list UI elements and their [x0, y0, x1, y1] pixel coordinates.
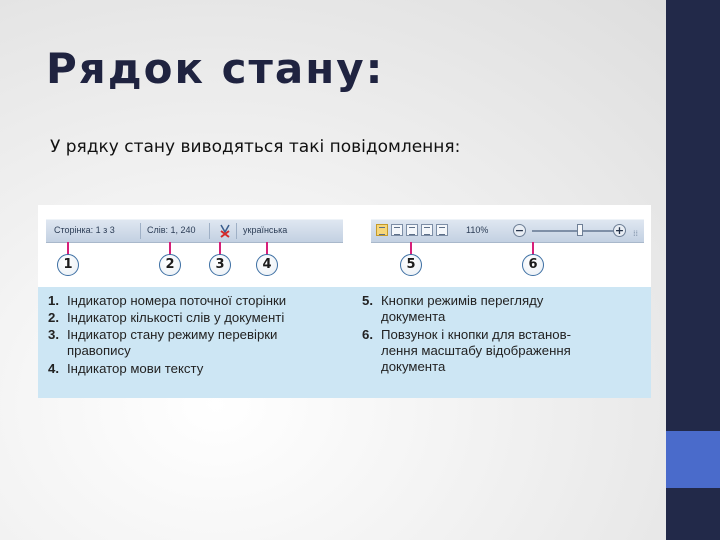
slide-side-accent — [666, 431, 720, 488]
legend-text: правопису — [67, 343, 131, 358]
legend-text: лення масштабу відображення — [381, 343, 571, 358]
zoom-level[interactable]: 110% — [466, 225, 489, 235]
legend-text: Індикатор мови тексту — [67, 361, 204, 376]
slide-title: Рядок стану: — [46, 44, 385, 93]
view-draft-icon[interactable] — [436, 224, 448, 236]
legend-text: Індикатор номера поточної сторінки — [67, 293, 287, 308]
status-bar-left — [46, 219, 343, 243]
callout-number: 6 — [522, 254, 544, 276]
language-indicator[interactable]: українська — [243, 225, 288, 235]
legend-text: документа — [381, 359, 446, 374]
legend-text: документа — [381, 309, 446, 324]
resize-grip-icon[interactable]: ⁞⁞ — [633, 229, 639, 238]
page-indicator[interactable]: Сторінка: 1 з 3 — [54, 225, 115, 235]
legend-number: 4. — [48, 361, 59, 376]
view-web-layout-icon[interactable] — [406, 224, 418, 236]
callout-number: 3 — [209, 254, 231, 276]
legend-panel — [38, 287, 651, 398]
zoom-in-icon[interactable]: + — [614, 224, 625, 237]
legend-text: Індикатор стану режиму перевірки — [67, 327, 278, 342]
status-bar-right — [371, 219, 644, 243]
separator — [140, 223, 141, 239]
status-bar-figure — [38, 205, 651, 398]
words-indicator[interactable]: Слів: 1, 240 — [147, 225, 196, 235]
zoom-slider-thumb[interactable] — [577, 224, 583, 236]
spell-check-icon[interactable] — [218, 223, 232, 239]
callout-number: 5 — [400, 254, 422, 276]
legend-number: 2. — [48, 310, 59, 325]
view-outline-icon[interactable] — [421, 224, 433, 236]
legend-number: 5. — [362, 293, 373, 308]
legend-text: Повзунок і кнопки для встанов- — [381, 327, 572, 342]
callout-number: 4 — [256, 254, 278, 276]
slide-subtitle: У рядку стану виводяться такі повідомлення: — [50, 137, 461, 157]
legend-number: 1. — [48, 293, 59, 308]
zoom-out-icon[interactable]: − — [514, 224, 525, 237]
separator — [209, 223, 210, 239]
separator — [236, 223, 237, 239]
legend-text: Кнопки режимів перегляду — [381, 293, 544, 308]
legend-number: 6. — [362, 327, 373, 342]
legend-text: Індикатор кількості слів у документі — [67, 310, 285, 325]
view-print-layout-icon[interactable] — [376, 224, 388, 236]
view-full-screen-icon[interactable] — [391, 224, 403, 236]
legend-number: 3. — [48, 327, 59, 342]
callout-number: 1 — [57, 254, 79, 276]
callout-number: 2 — [159, 254, 181, 276]
